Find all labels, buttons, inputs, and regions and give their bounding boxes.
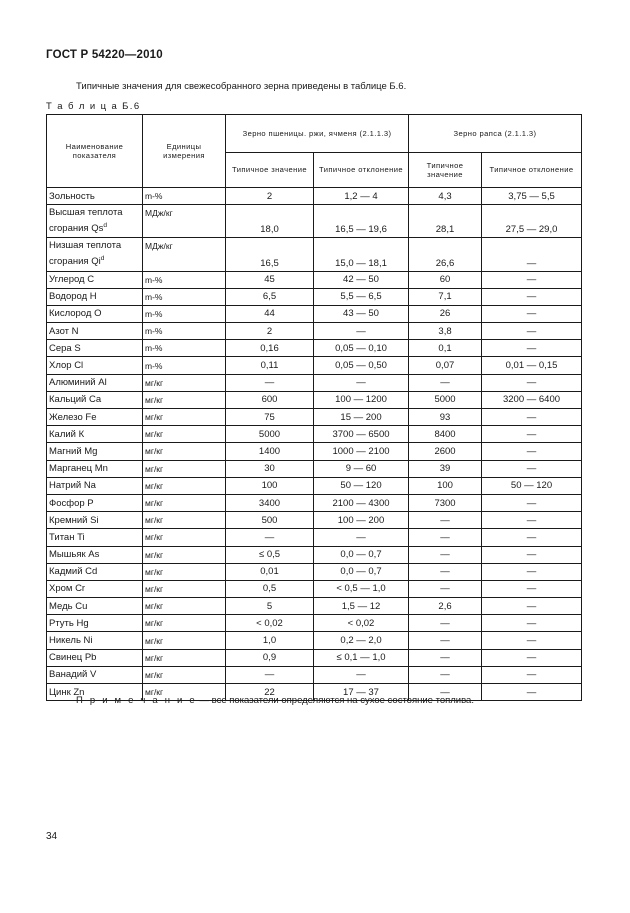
cell-wheat-value: 0,9	[226, 649, 314, 666]
cell-rapeseed-deviation: —	[482, 494, 582, 511]
cell-unit: мг/кг	[143, 684, 226, 701]
table-note	[76, 695, 474, 706]
cell-wheat-value: 0,11	[226, 357, 314, 374]
cell-wheat-deviation: —	[314, 529, 409, 546]
cell-rapeseed-deviation: —	[482, 580, 582, 597]
cell-rapeseed-deviation: —	[482, 546, 582, 563]
table-row	[47, 357, 582, 374]
cell-rapeseed-value: 26,6	[409, 238, 482, 271]
table-row	[47, 426, 582, 443]
cell-name: Цинк Zn	[47, 684, 143, 701]
table-row	[47, 271, 582, 288]
cell-rapeseed-value: —	[409, 580, 482, 597]
cell-name-text: Высшая теплота сгорания Qs	[49, 207, 123, 234]
cell-wheat-deviation: 100 — 1200	[314, 391, 409, 408]
cell-wheat-value: 6,5	[226, 288, 314, 305]
cell-name: Магний Mg	[47, 443, 143, 460]
cell-rapeseed-value: —	[409, 512, 482, 529]
cell-rapeseed-value: 4,3	[409, 188, 482, 205]
cell-name: Марганец Mn	[47, 460, 143, 477]
cell-wheat-deviation: 16,5 — 19,6	[314, 205, 409, 238]
cell-rapeseed-deviation: —	[482, 615, 582, 632]
cell-unit: мг/кг	[143, 649, 226, 666]
cell-name: Хром Cr	[47, 580, 143, 597]
header-wheat-typical-deviation: Типичное отклонение	[314, 153, 409, 188]
cell-name: Кадмий Cd	[47, 563, 143, 580]
cell-wheat-value: 75	[226, 409, 314, 426]
cell-wheat-deviation: 42 — 50	[314, 271, 409, 288]
header-rapeseed-typical-deviation: Типичное отклонение	[482, 153, 582, 188]
cell-unit: мг/кг	[143, 529, 226, 546]
cell-rapeseed-value: —	[409, 615, 482, 632]
cell-rapeseed-value: 2600	[409, 443, 482, 460]
cell-wheat-value: 22	[226, 684, 314, 701]
cell-rapeseed-value: 8400	[409, 426, 482, 443]
cell-wheat-deviation: —	[314, 666, 409, 683]
cell-rapeseed-value: 60	[409, 271, 482, 288]
cell-name: Калий К	[47, 426, 143, 443]
cell-unit: m-%	[143, 288, 226, 305]
cell-unit: m-%	[143, 305, 226, 322]
cell-name: Ртуть Hg	[47, 615, 143, 632]
cell-rapeseed-value: 2,6	[409, 598, 482, 615]
cell-rapeseed-deviation: 27,5 — 29,0	[482, 205, 582, 238]
table-row	[47, 460, 582, 477]
table-row	[47, 374, 582, 391]
cell-wheat-deviation: 9 — 60	[314, 460, 409, 477]
cell-wheat-deviation: 0,05 — 0,10	[314, 340, 409, 357]
table-row	[47, 323, 582, 340]
cell-unit: мг/кг	[143, 598, 226, 615]
cell-name: Сера S	[47, 340, 143, 357]
cell-unit: m-%	[143, 323, 226, 340]
cell-wheat-value: 2	[226, 188, 314, 205]
cell-rapeseed-value: 26	[409, 305, 482, 322]
cell-rapeseed-deviation: —	[482, 271, 582, 288]
cell-rapeseed-value: —	[409, 666, 482, 683]
cell-wheat-value: —	[226, 666, 314, 683]
cell-wheat-value: 45	[226, 271, 314, 288]
table-row	[47, 340, 582, 357]
superscript-d: d	[103, 221, 107, 229]
cell-wheat-deviation: 0,0 — 0,7	[314, 563, 409, 580]
cell-unit: мг/кг	[143, 563, 226, 580]
cell-unit: МДж/кг	[143, 238, 226, 271]
cell-unit: мг/кг	[143, 494, 226, 511]
cell-unit: мг/кг	[143, 460, 226, 477]
cell-rapeseed-deviation: —	[482, 460, 582, 477]
cell-rapeseed-value: —	[409, 649, 482, 666]
cell-rapeseed-deviation: —	[482, 323, 582, 340]
cell-rapeseed-deviation: —	[482, 512, 582, 529]
cell-rapeseed-deviation: —	[482, 305, 582, 322]
cell-rapeseed-deviation: —	[482, 632, 582, 649]
cell-wheat-value: ≤ 0,5	[226, 546, 314, 563]
table-row	[47, 666, 582, 683]
cell-rapeseed-value: 28,1	[409, 205, 482, 238]
cell-name: Медь Cu	[47, 598, 143, 615]
cell-rapeseed-deviation: —	[482, 649, 582, 666]
cell-wheat-deviation: 100 — 200	[314, 512, 409, 529]
cell-wheat-deviation: 17 — 37	[314, 684, 409, 701]
cell-unit: m-%	[143, 271, 226, 288]
cell-name: Фосфор Р	[47, 494, 143, 511]
cell-name	[47, 238, 143, 271]
table-row	[47, 512, 582, 529]
cell-wheat-deviation: 5,5 — 6,5	[314, 288, 409, 305]
cell-unit: мг/кг	[143, 580, 226, 597]
cell-name: Никель Ni	[47, 632, 143, 649]
cell-wheat-deviation: 3700 — 6500	[314, 426, 409, 443]
cell-rapeseed-value: —	[409, 529, 482, 546]
cell-unit: мг/кг	[143, 546, 226, 563]
data-table	[46, 114, 582, 701]
cell-wheat-value: 2	[226, 323, 314, 340]
cell-wheat-deviation: < 0,02	[314, 615, 409, 632]
cell-rapeseed-value: —	[409, 684, 482, 701]
cell-wheat-deviation: ≤ 0,1 — 1,0	[314, 649, 409, 666]
table-row	[47, 305, 582, 322]
cell-name: Кислород О	[47, 305, 143, 322]
cell-name: Железо Fe	[47, 409, 143, 426]
cell-unit: мг/кг	[143, 615, 226, 632]
table-row	[47, 632, 582, 649]
cell-unit: мг/кг	[143, 374, 226, 391]
cell-wheat-deviation: 0,2 — 2,0	[314, 632, 409, 649]
table-row	[47, 649, 582, 666]
table-row	[47, 563, 582, 580]
cell-wheat-deviation: 15 — 200	[314, 409, 409, 426]
cell-rapeseed-deviation: —	[482, 529, 582, 546]
cell-unit: мг/кг	[143, 409, 226, 426]
cell-wheat-value: 44	[226, 305, 314, 322]
cell-rapeseed-deviation: 3200 — 6400	[482, 391, 582, 408]
cell-wheat-value: 0,01	[226, 563, 314, 580]
cell-rapeseed-deviation: —	[482, 443, 582, 460]
cell-wheat-deviation: —	[314, 374, 409, 391]
cell-name: Ванадий V	[47, 666, 143, 683]
cell-unit: мг/кг	[143, 477, 226, 494]
table-row	[47, 615, 582, 632]
cell-wheat-deviation: 2100 — 4300	[314, 494, 409, 511]
cell-wheat-value: 16,5	[226, 238, 314, 271]
cell-unit: m-%	[143, 188, 226, 205]
cell-rapeseed-value: 5000	[409, 391, 482, 408]
header-rapeseed-typical-value: Типичное значение	[409, 153, 482, 188]
cell-wheat-deviation: 1000 — 2100	[314, 443, 409, 460]
cell-rapeseed-deviation: —	[482, 340, 582, 357]
cell-name: Алюминий Al	[47, 374, 143, 391]
cell-rapeseed-value: 0,1	[409, 340, 482, 357]
cell-wheat-value: —	[226, 374, 314, 391]
cell-rapeseed-deviation: —	[482, 374, 582, 391]
cell-wheat-deviation: 1,2 — 4	[314, 188, 409, 205]
cell-wheat-value: 600	[226, 391, 314, 408]
cell-rapeseed-value: —	[409, 546, 482, 563]
cell-wheat-deviation: 1,5 — 12	[314, 598, 409, 615]
table-row	[47, 409, 582, 426]
header-group-wheat: Зерно пшеницы. ржи, ячменя (2.1.1.3)	[226, 115, 409, 153]
table-row	[47, 188, 582, 205]
table-row	[47, 443, 582, 460]
header-unit: Единицы измерения	[143, 115, 226, 188]
cell-rapeseed-deviation: —	[482, 684, 582, 701]
header-wheat-typical-value: Типичное значение	[226, 153, 314, 188]
cell-unit: мг/кг	[143, 632, 226, 649]
cell-wheat-value: < 0,02	[226, 615, 314, 632]
cell-unit: m-%	[143, 340, 226, 357]
table-row	[47, 580, 582, 597]
cell-wheat-deviation: 15,0 — 18,1	[314, 238, 409, 271]
table-row	[47, 238, 582, 271]
cell-rapeseed-deviation: —	[482, 666, 582, 683]
table-row	[47, 477, 582, 494]
cell-rapeseed-deviation: —	[482, 288, 582, 305]
cell-unit: мг/кг	[143, 666, 226, 683]
cell-rapeseed-deviation: —	[482, 598, 582, 615]
cell-wheat-deviation: —	[314, 323, 409, 340]
cell-rapeseed-value: 7,1	[409, 288, 482, 305]
cell-name	[47, 205, 143, 238]
cell-unit: мг/кг	[143, 512, 226, 529]
cell-name: Кремний Si	[47, 512, 143, 529]
cell-rapeseed-value: 0,07	[409, 357, 482, 374]
cell-name: Хлор Cl	[47, 357, 143, 374]
document-title: ГОСТ Р 54220—2010	[46, 49, 163, 61]
cell-unit: m-%	[143, 357, 226, 374]
cell-rapeseed-deviation: —	[482, 426, 582, 443]
note-label: П р и м е ч а н и е	[76, 695, 197, 706]
cell-rapeseed-value: 93	[409, 409, 482, 426]
cell-wheat-value: —	[226, 529, 314, 546]
cell-wheat-deviation: 50 — 120	[314, 477, 409, 494]
cell-wheat-value: 500	[226, 512, 314, 529]
cell-wheat-value: 5000	[226, 426, 314, 443]
intro-text: Типичные значения для свежесобранного зерна приведены в таблице Б.6.	[76, 81, 407, 92]
table-row	[47, 529, 582, 546]
cell-rapeseed-value: 7300	[409, 494, 482, 511]
cell-rapeseed-deviation: 50 — 120	[482, 477, 582, 494]
cell-name: Углерод С	[47, 271, 143, 288]
cell-name: Водород Н	[47, 288, 143, 305]
cell-name: Мышьяк As	[47, 546, 143, 563]
cell-rapeseed-deviation: 3,75 — 5,5	[482, 188, 582, 205]
cell-wheat-deviation: 43 — 50	[314, 305, 409, 322]
cell-unit: мг/кг	[143, 391, 226, 408]
page-number: 34	[46, 831, 58, 842]
table-label: Т а б л и ц а Б.6	[46, 101, 141, 112]
cell-rapeseed-deviation: 0,01 — 0,15	[482, 357, 582, 374]
cell-rapeseed-value: —	[409, 563, 482, 580]
cell-name: Натрий Na	[47, 477, 143, 494]
cell-name-text: Низшая теплота сгорания Qi	[49, 240, 122, 267]
cell-rapeseed-value: 100	[409, 477, 482, 494]
cell-wheat-value: 5	[226, 598, 314, 615]
cell-name: Титан Ti	[47, 529, 143, 546]
note-text: — все показатели определяются на сухое состояние топлива.	[196, 695, 474, 706]
cell-name: Свинец Pb	[47, 649, 143, 666]
cell-wheat-value: 3400	[226, 494, 314, 511]
cell-rapeseed-deviation: —	[482, 563, 582, 580]
table-row	[47, 391, 582, 408]
superscript-d: d	[100, 254, 105, 262]
cell-rapeseed-deviation: —	[482, 409, 582, 426]
header-name: Наименование показателя	[47, 115, 143, 188]
cell-wheat-deviation: 0,0 — 0,7	[314, 546, 409, 563]
cell-unit: мг/кг	[143, 426, 226, 443]
cell-wheat-value: 18,0	[226, 205, 314, 238]
cell-name: Зольность	[47, 188, 143, 205]
cell-wheat-value: 0,5	[226, 580, 314, 597]
cell-wheat-value: 30	[226, 460, 314, 477]
table-row	[47, 546, 582, 563]
cell-name: Азот N	[47, 323, 143, 340]
header-group-rapeseed: Зерно рапса (2.1.1.3)	[409, 115, 582, 153]
cell-rapeseed-value: —	[409, 374, 482, 391]
cell-unit: мг/кг	[143, 443, 226, 460]
table-row	[47, 598, 582, 615]
cell-name: Кальций Ca	[47, 391, 143, 408]
cell-rapeseed-value: —	[409, 632, 482, 649]
table-body	[47, 188, 582, 701]
cell-wheat-value: 1400	[226, 443, 314, 460]
table-row	[47, 288, 582, 305]
cell-wheat-deviation: 0,05 — 0,50	[314, 357, 409, 374]
table-row	[47, 494, 582, 511]
cell-wheat-value: 0,16	[226, 340, 314, 357]
cell-wheat-value: 100	[226, 477, 314, 494]
cell-unit: МДж/кг	[143, 205, 226, 238]
table-row	[47, 205, 582, 238]
cell-rapeseed-value: 39	[409, 460, 482, 477]
cell-rapeseed-value: 3,8	[409, 323, 482, 340]
cell-wheat-value: 1,0	[226, 632, 314, 649]
cell-rapeseed-deviation: —	[482, 238, 582, 271]
cell-wheat-deviation: < 0,5 — 1,0	[314, 580, 409, 597]
